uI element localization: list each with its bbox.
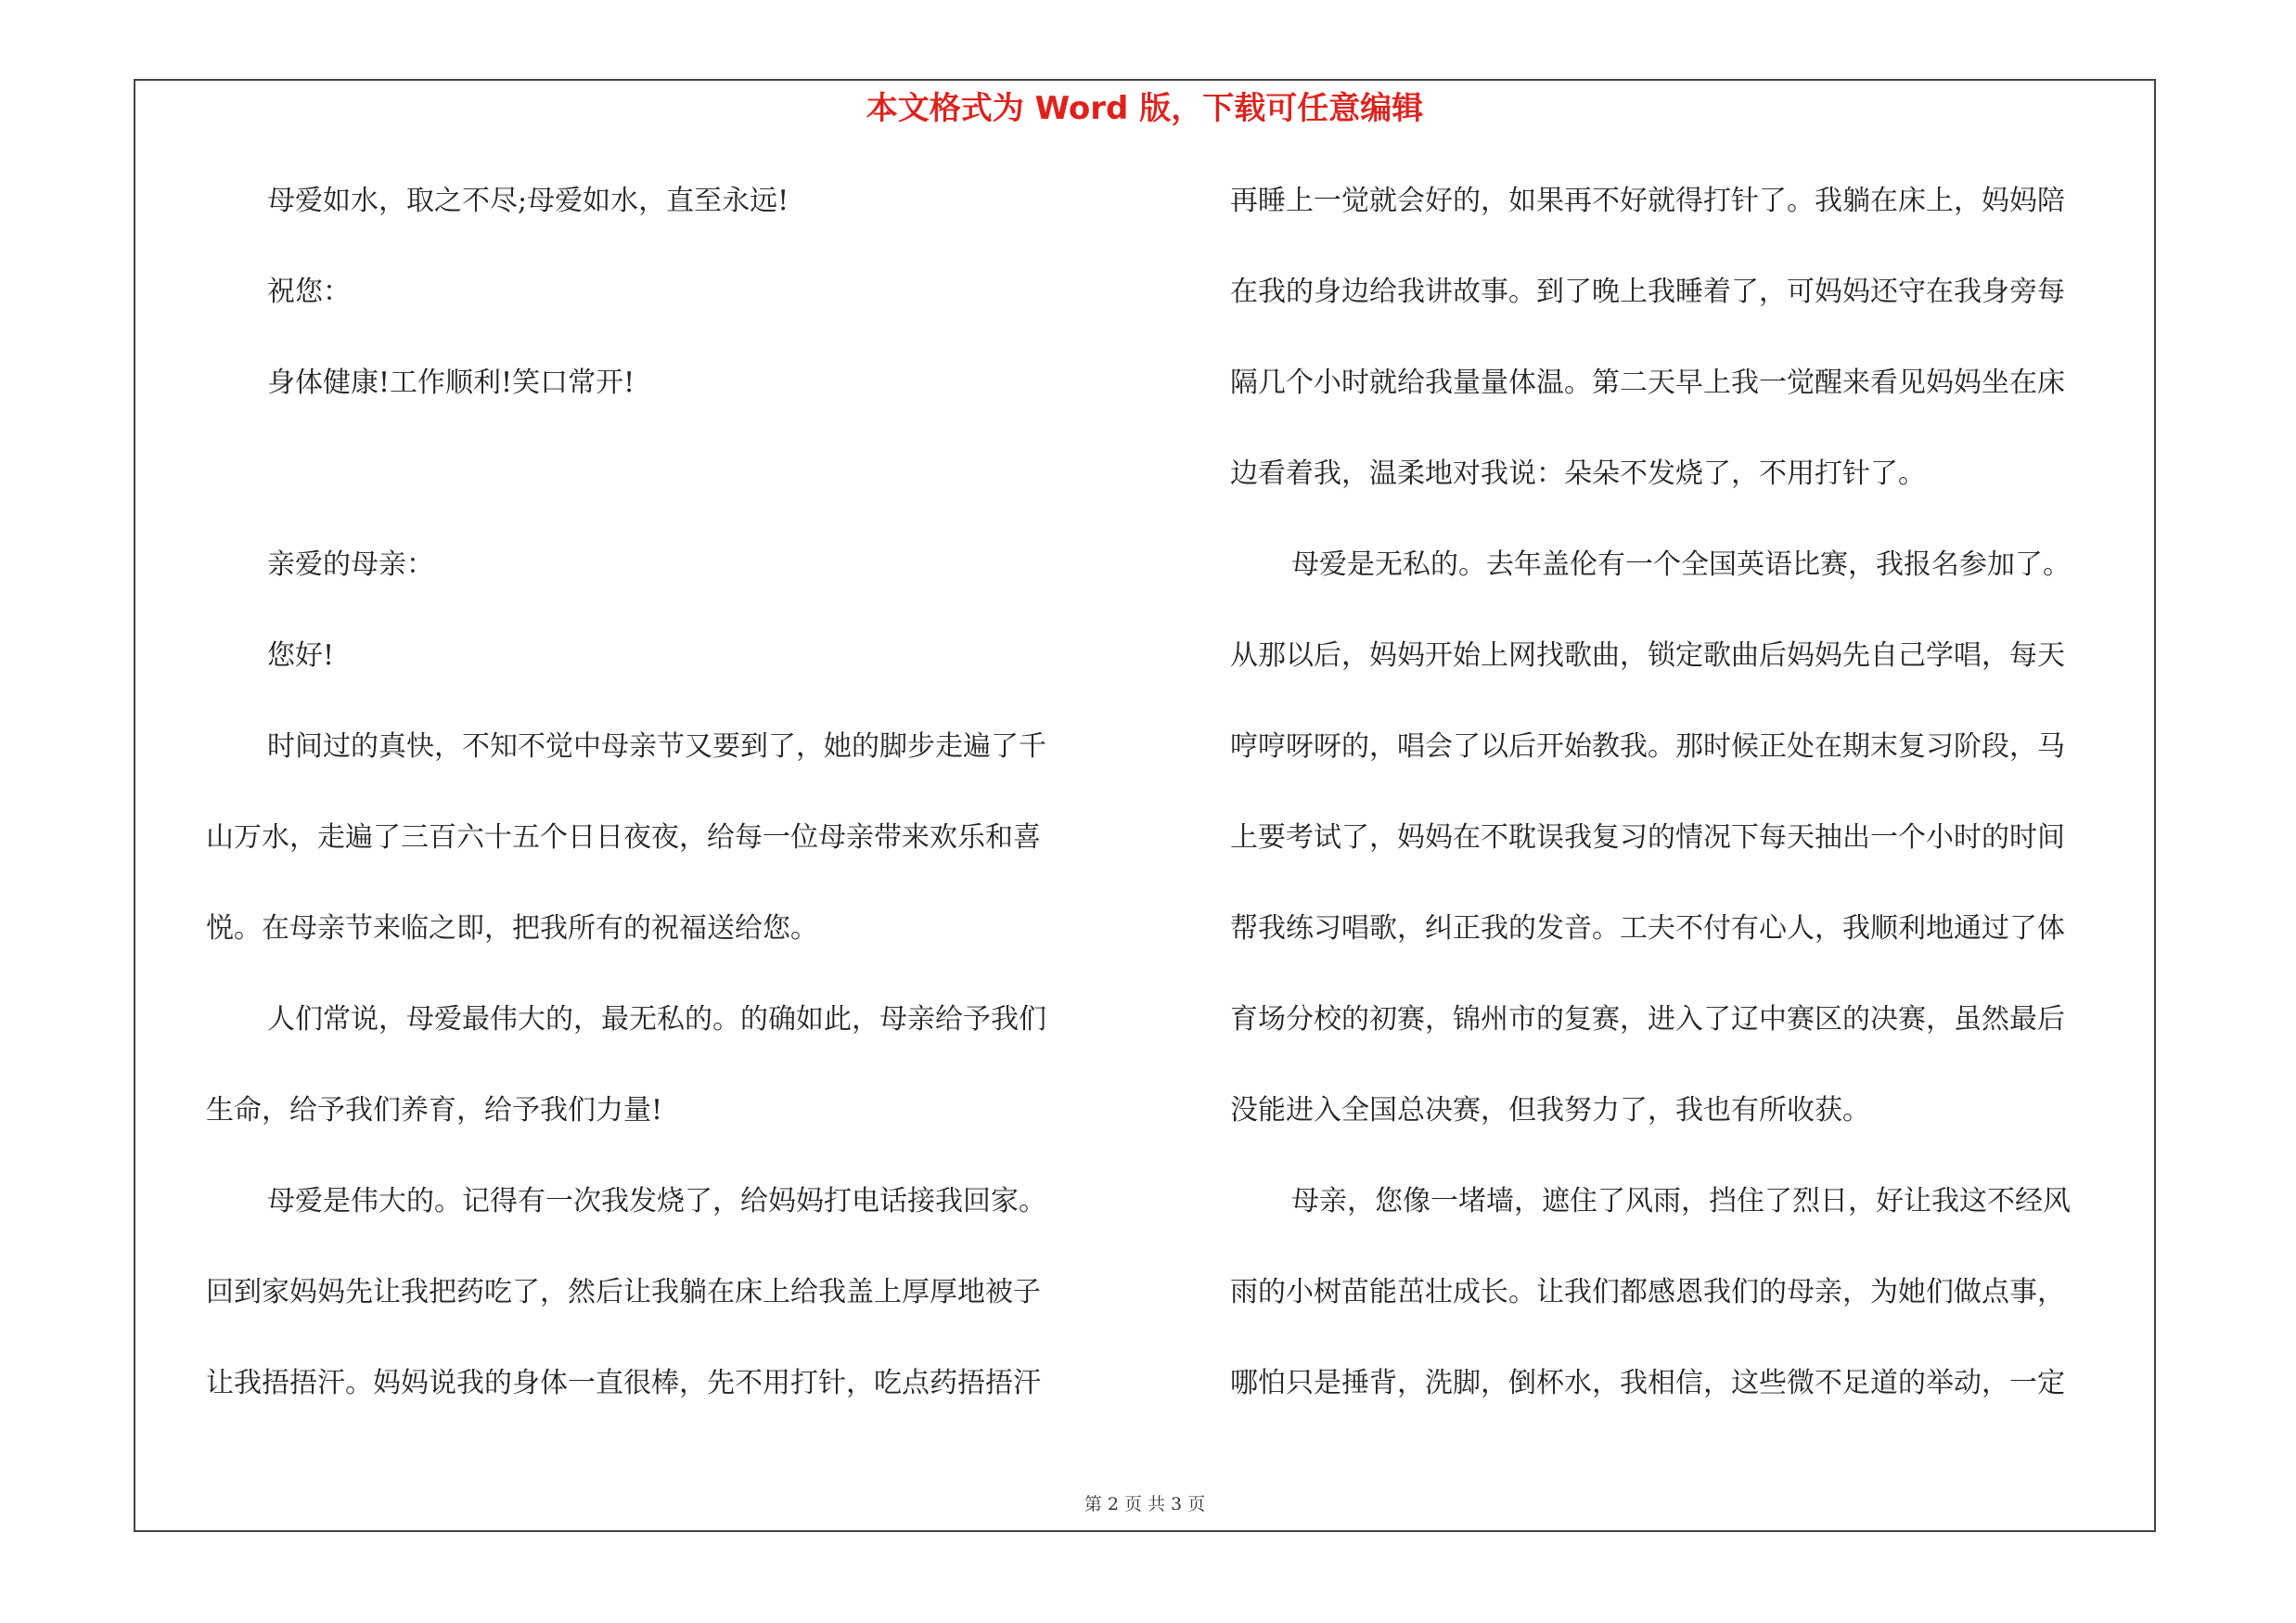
paragraph-line: 山万水，走遍了三百六十五个日日夜夜，给每一位母亲带来欢乐和喜 bbox=[206, 821, 1041, 854]
blank-line bbox=[206, 456, 1134, 547]
paragraph-line: 哪怕只是捶背，洗脚，倒杯水，我相信，这些微不足道的举动，一定 bbox=[1230, 1367, 2065, 1399]
paragraph-line: 身体健康!工作顺利!笑口常开! bbox=[267, 367, 635, 399]
paragraph-line: 您好! bbox=[267, 639, 335, 672]
paragraph-line: 时间过的真快，不知不觉中母亲节又要到了，她的脚步走遍了千 bbox=[267, 730, 1046, 763]
left-column bbox=[206, 183, 1134, 1456]
page-number-footer: 第 2 页 共 3 页 bbox=[1084, 1494, 1206, 1514]
paragraph-line: 边看着我，温柔地对我说：朵朵不发烧了，不用打针了。 bbox=[1230, 457, 1926, 490]
paragraph-line: 母爱是无私的。去年盖伦有一个全国英语比赛，我报名参加了。 bbox=[1291, 548, 2071, 581]
paragraph-line: 再睡上一觉就会好的，如果再不好就得打针了。我躺在床上，妈妈陪 bbox=[1230, 185, 2065, 217]
paragraph-line: 母亲，您像一堵墙，遮住了风雨，挡住了烈日，好让我这不经风 bbox=[1291, 1185, 2071, 1217]
paragraph-line: 雨的小树苗能茁壮成长。让我们都感恩我们的母亲，为她们做点事， bbox=[1230, 1276, 2065, 1308]
paragraph-line: 从那以后，妈妈开始上网找歌曲，锁定歌曲后妈妈先自己学唱，每天 bbox=[1230, 639, 2065, 672]
paragraph-line: 生命，给予我们养育，给予我们力量! bbox=[206, 1094, 663, 1127]
paragraph-line: 哼哼呀呀的，唱会了以后开始教我。那时候正处在期末复习阶段，马 bbox=[1230, 730, 2065, 763]
paragraph-line: 没能进入全国总决赛，但我努力了，我也有所收获。 bbox=[1230, 1094, 1870, 1127]
paragraph-line: 回到家妈妈先让我把药吃了，然后让我躺在床上给我盖上厚厚地被子 bbox=[206, 1276, 1041, 1308]
paragraph-line: 祝您： bbox=[267, 276, 351, 308]
paragraph-line: 母爱如水，取之不尽;母爱如水，直至永远! bbox=[267, 185, 789, 217]
paragraph-line: 人们常说，母爱最伟大的，最无私的。的确如此，母亲给予我们 bbox=[267, 1003, 1046, 1036]
format-banner: 本文格式为 Word 版，下载可任意编辑 bbox=[866, 90, 1424, 127]
paragraph-line: 帮我练习唱歌，纠正我的发音。工夫不付有心人，我顺利地通过了体 bbox=[1230, 912, 2065, 945]
paragraph-line: 上要考试了，妈妈在不耽误我复习的情况下每天抽出一个小时的时间 bbox=[1230, 821, 2065, 854]
paragraph-line: 母爱是伟大的。记得有一次我发烧了，给妈妈打电话接我回家。 bbox=[267, 1185, 1046, 1217]
right-column bbox=[1230, 183, 2162, 1456]
paragraph-line: 育场分校的初赛，锦州市的复赛，进入了辽中赛区的决赛，虽然最后 bbox=[1230, 1003, 2065, 1036]
paragraph-line: 让我捂捂汗。妈妈说我的身体一直很棒，先不用打针，吃点药捂捂汗 bbox=[206, 1367, 1041, 1399]
paragraph-line: 亲爱的母亲： bbox=[267, 548, 434, 581]
paragraph-line: 在我的身边给我讲故事。到了晚上我睡着了，可妈妈还守在我身旁每 bbox=[1230, 276, 2065, 308]
paragraph-line: 悦。在母亲节来临之即，把我所有的祝福送给您。 bbox=[206, 912, 818, 945]
paragraph-line: 隔几个小时就给我量量体温。第二天早上我一觉醒来看见妈妈坐在床 bbox=[1230, 367, 2065, 399]
